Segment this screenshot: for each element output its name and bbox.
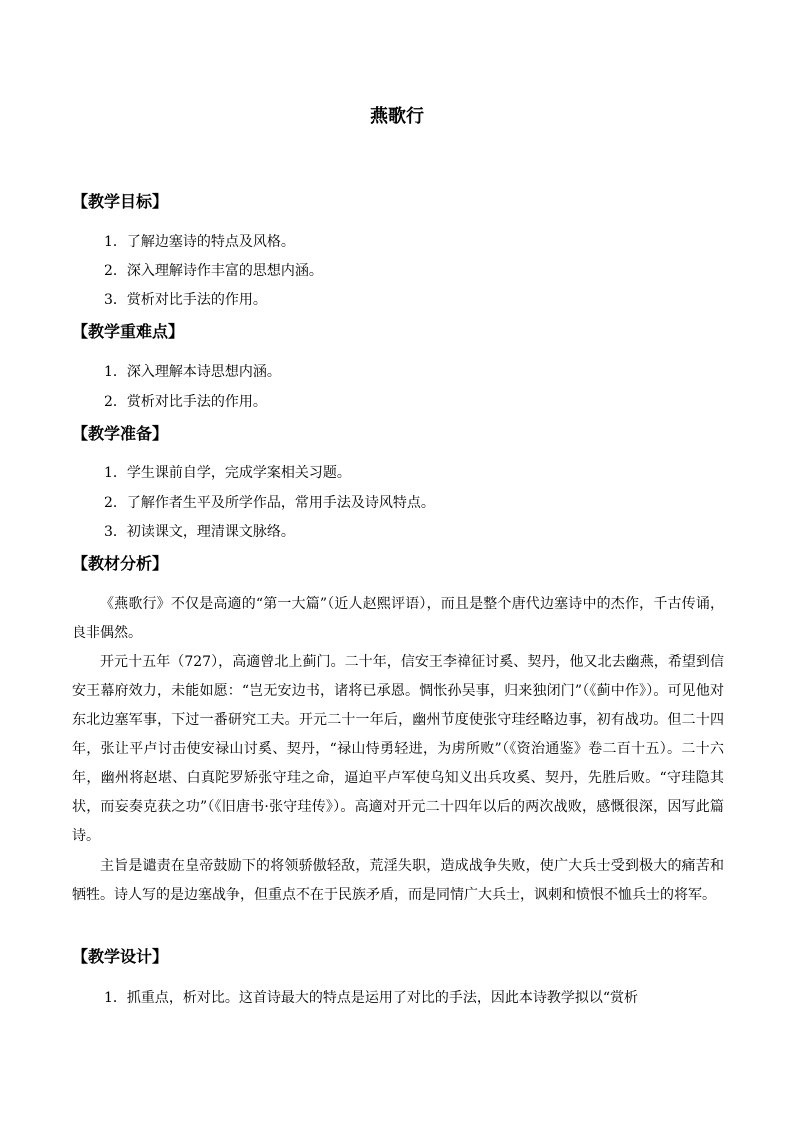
- analysis-paragraph-2: 开元十五年（727），高適曾北上蓟门。二十年，信安王李禕征讨奚、契丹，他又北去幽燕，希望到信安王幕府效力，未能如愿：“岂无安边书，诸将已承恩。惆怅孙吴事，归来独闭门”（《蓟中作》）。可见他对东北边塞军事，下过一番研究工夫。开元二十一年后，幽州节度使张守珪经略边事，初有战功。但二十四年，张让平卢讨击使安禄山讨奚、契丹，“禄山恃勇轻进，为虏所败”（《资治通鉴》卷二百十五）。二十六年，幽州将赵堪、白真陀罗矫张守珪之命，逼迫平卢军使乌知义出兵攻奚、契丹，先胜后败。“守珪隐其状，而妄奏克获之功”（《旧唐书·张守珪传》）。高適对开元二十四年以后的两次战败，感慨很深，因写此篇诗。: [72, 654, 724, 844]
- preparation-item-2: 2．了解作者生平及所学作品，常用手法及诗风特点。: [104, 495, 435, 511]
- design-item-1: 1．抓重点，析对比。这首诗最大的特点是运用了对比的手法，因此本诗教学拟以“赏析: [104, 990, 639, 1006]
- goal-item-1: 1．了解边塞诗的特点及风格。: [104, 234, 295, 250]
- page-title: 燕歌行: [370, 106, 424, 127]
- heading-teaching-goals: 【教学目标】: [72, 192, 169, 211]
- key-point-item-1: 1．深入理解本诗思想内涵。: [104, 364, 281, 380]
- analysis-paragraph-3: 主旨是谴责在皇帝鼓励下的将领骄傲轻敌，荒淫失职，造成战争失败，使广大兵士受到极大的痛苦和牺牲。诗人写的是边塞战争，但重点不在于民族矛盾，而是同情广大兵士，讽刺和愤恨不恤兵士的将军。: [72, 858, 724, 903]
- heading-preparation: 【教学准备】: [72, 424, 169, 443]
- heading-teaching-design: 【教学设计】: [72, 947, 169, 966]
- heading-key-points: 【教学重难点】: [72, 322, 185, 341]
- key-point-item-2: 2．赏析对比手法的作用。: [104, 394, 267, 410]
- preparation-item-1: 1．学生课前自学，完成学案相关习题。: [104, 465, 351, 481]
- analysis-paragraph-1: 《燕歌行》不仅是高適的“第一大篇”（近人赵熙评语），而且是整个唐代边塞诗中的杰作，千古传诵，良非偶然。: [72, 596, 724, 641]
- goal-item-3: 3．赏析对比手法的作用。: [104, 292, 267, 308]
- preparation-item-3: 3．初读课文，理清课文脉络。: [104, 524, 295, 540]
- goal-item-2: 2．深入理解诗作丰富的思想内涵。: [104, 263, 323, 279]
- heading-material-analysis: 【教材分析】: [72, 554, 169, 573]
